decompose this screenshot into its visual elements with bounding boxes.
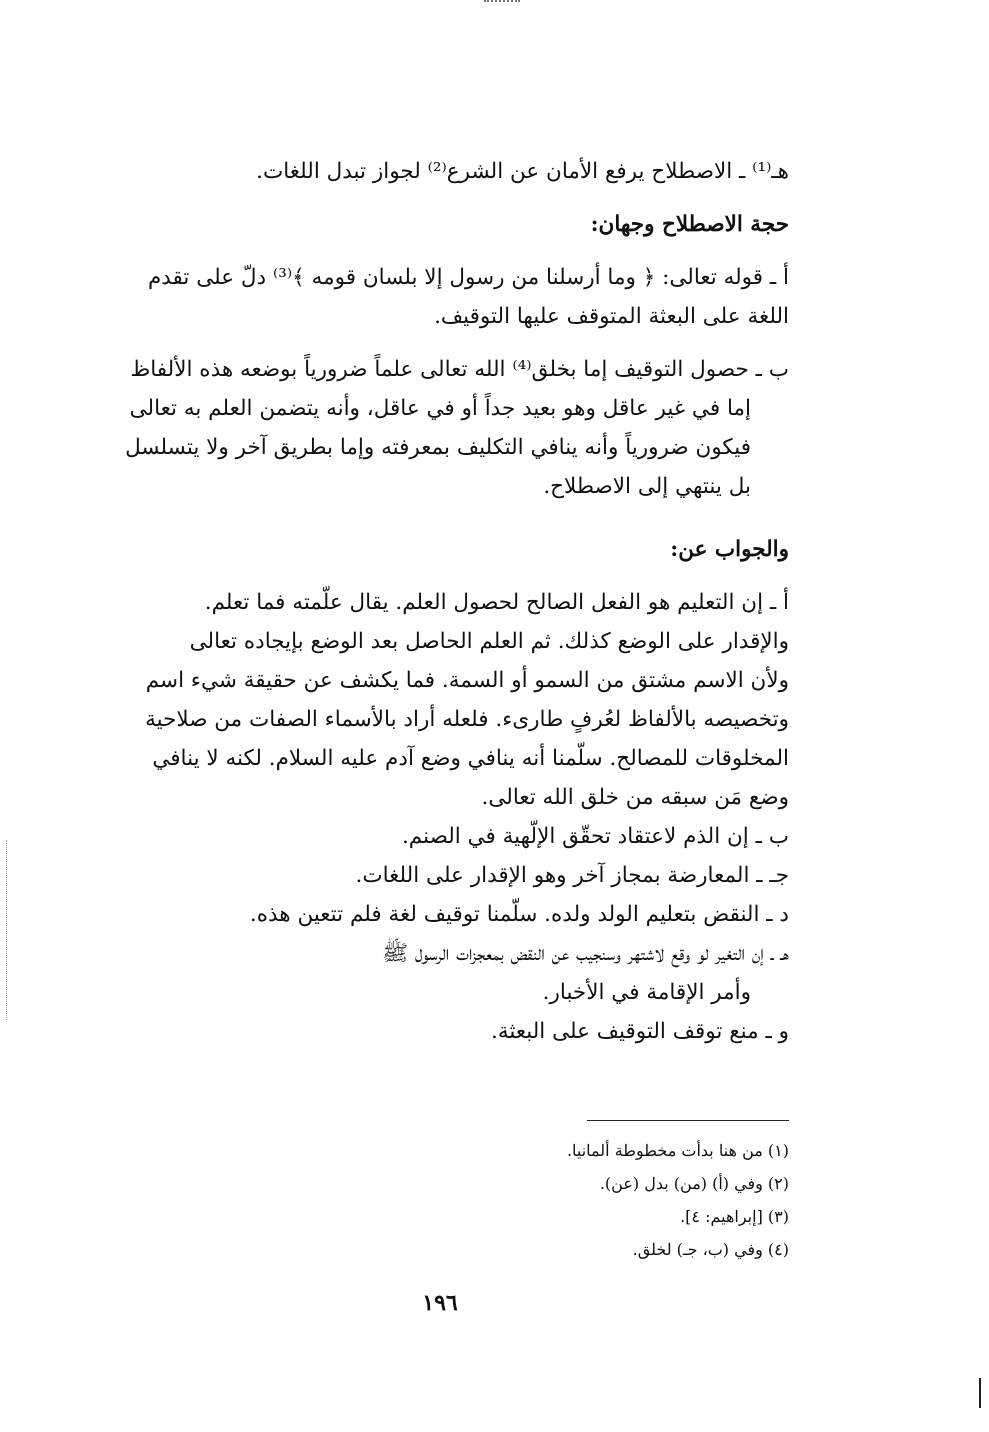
answer-line-3: ولأن الاسم مشتق من السمو أو السمة. فما يكشف عن حقيقة شيء اسم [145, 668, 789, 693]
footnote-3: (٣) [إبراهيم: ٤]. [680, 1207, 789, 1226]
scan-edge-mark [979, 1378, 981, 1408]
text-line-ba-2: إما في غير عاقل وهو بعيد جداً أو في عاقل، وأنه يتضمن العلم به تعالى [129, 396, 751, 421]
footnote-divider [587, 1120, 789, 1121]
text-line-ba-4: بل ينتهي إلى الاصطلاح. [543, 474, 751, 499]
answer-jim: جـ ـ المعارضة بمجاز آخر وهو الإقدار على اللغات. [355, 863, 789, 888]
footnotes [289, 1134, 789, 1266]
answer-line-6: وضع مَن سبقه من خلق الله تعالى. [481, 785, 789, 810]
answer-line-4: وتخصيصه بالألفاظ لعُرفٍ طارىء. فلعله أراد بالأسماء الصفات من صلاحية [145, 707, 789, 732]
answer-waw: و ـ منع توقف التوقيف على البعثة. [491, 1019, 789, 1044]
text-line-ba-3: فيكون ضرورياً وأنه ينافي التكليف بمعرفته وإما بطريق آخر ولا يتسلسل [125, 435, 751, 460]
top-page-mark [484, 0, 520, 6]
answer-dal: د ـ النقض بتعليم الولد ولده. سلّمنا توقيف لغة فلم تتعين هذه. [249, 902, 789, 927]
text-line-ba-1: ب ـ حصول التوقيف إما بخلق⁽⁴⁾ الله تعالى علماً ضرورياً بوضعه هذه الألفاظ [130, 357, 789, 382]
answer-ba: ب ـ إن الذم لاعتقاد تحقّق الإلّهية في الصنم. [401, 824, 789, 849]
main-text [99, 152, 789, 1051]
footnote-4: (٤) وفي (ب، جـ) لخلق. [632, 1240, 789, 1259]
text-line-alif-2: اللغة على البعثة المتوقف عليها التوقيف. [434, 304, 789, 329]
answer-line-5: المخلوقات للمصالح. سلّمنا أنه ينافي وضع آدم عليه السلام. لكنه لا ينافي [152, 746, 789, 771]
answer-he-1: هـ ـ إن التغير لو وقع لاشتهر وسنجيب عن النقض بمعجزات الرسول ﷺ [382, 941, 789, 966]
heading-jawab: والجواب عن: [670, 537, 789, 562]
heading-hujja: حجة الاصطلاح وجهان: [590, 212, 789, 237]
text-line-alif-1: أ ـ قوله تعالى: ﴿ وما أرسلنا من رسول إلا بلسان قومه ﴾⁽³⁾ دلّ على تقدم [147, 265, 789, 290]
footnote-1: (١) من هنا بدأت مخطوطة ألمانيا. [566, 1141, 789, 1160]
answer-line-2: والإقدار على الوضع كذلك. ثم العلم الحاصل بعد الوضع بإيجاده تعالى [189, 629, 789, 654]
page-number: ١٩٦ [422, 1290, 458, 1316]
answer-he-2: وأمر الإقامة في الأخبار. [542, 980, 751, 1005]
scan-margin-mark [6, 840, 9, 1020]
answer-line-1: أ ـ إن التعليم هو الفعل الصالح لحصول العلم. يقال علّمته فما تعلم. [204, 590, 789, 615]
footnote-2: (٢) وفي (أ) (من) بدل (عن). [599, 1174, 789, 1193]
text-line-he: هـ⁽¹⁾ ـ الاصطلاح يرفع الأمان عن الشرع⁽²⁾ لجواز تبدل اللغات. [256, 159, 789, 184]
